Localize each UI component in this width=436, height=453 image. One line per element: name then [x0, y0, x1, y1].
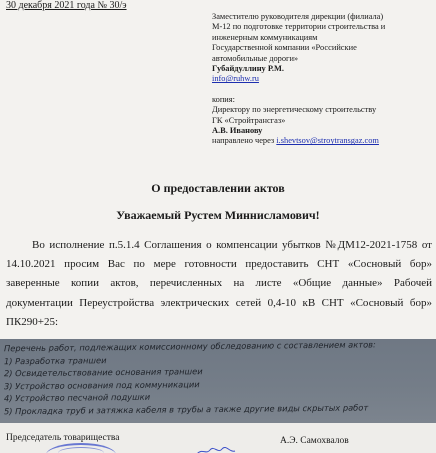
signer-name: А.Э. Самохвалов [280, 436, 349, 446]
addressee-block [212, 12, 436, 147]
signature-block [0, 423, 436, 453]
addressee-line: Государственной компании «Российские [212, 43, 357, 53]
sent-via-line [212, 136, 436, 146]
handwritten-signature [196, 446, 236, 453]
works-list-heading: Перечень работ, подлежащих комиссионному обследованию с составлением актов: [4, 339, 376, 354]
chair-label: Председатель товарищества [6, 433, 120, 443]
sent-email-link[interactable]: i.shevtsov@stroytransgaz.com [276, 136, 379, 146]
works-list-item: 1) Разработка траншеи [4, 354, 107, 366]
addressee-email-link[interactable]: info@ruhw.ru [212, 74, 259, 84]
addressee-line: М-12 по подготовке территории строительства и [212, 22, 386, 32]
letter-greeting: Уважаемый Рустем Миннисламович! [116, 208, 320, 222]
works-list-item: 2) Освидетельствование основания траншеи [4, 366, 203, 379]
copy-line: Директору по энергетическому строительству [212, 105, 377, 115]
addressee-name: Губайдуллину Р.М. [212, 64, 284, 74]
works-list-item: 4) Устройство песчаной подушки [4, 392, 151, 404]
letter-subject: О предоставлении актов [151, 181, 285, 195]
copy-line: ГК «Стройтрансгаз» [212, 115, 286, 125]
works-list-item: 5) Прокладка труб и затяжка кабеля в трубы а также другие виды скрытых работ [4, 402, 369, 417]
addressee-line: Заместителю руководителя дирекции (филиала) [212, 12, 384, 21]
copy-label: копия: [212, 94, 235, 104]
date-reference-text: 30 декабря 2021 года № 30/э [6, 0, 127, 11]
copy-name: А.В. Иванову [212, 126, 263, 136]
stamp-seal-inner [58, 447, 104, 453]
addressee-line: инженерным коммуникациям [212, 32, 318, 42]
photographed-list-image [0, 339, 436, 423]
works-list-item: 3) Устройство основания под коммуникации [4, 378, 200, 392]
addressee-line: автомобильные дороги» [212, 53, 299, 63]
sent-via-label: направлено через [212, 136, 277, 146]
spacer [212, 85, 436, 95]
works-list [4, 339, 436, 418]
letter-body: Во исполнение п.5.1.4 Соглашения о компенсации убытков №ДМ12-2021-1758 от 14.10.2021 просим Вас по мере готовности предоставить СНТ «Сосновый бор» заверенные копии актов, перечисленных на листе «Общие данные» Рабочей документации Переустройства электрических сетей 0,4-10 кВ СНТ «Сосновый бор» ПК290+25: [6, 239, 432, 328]
date-reference [6, 0, 127, 12]
